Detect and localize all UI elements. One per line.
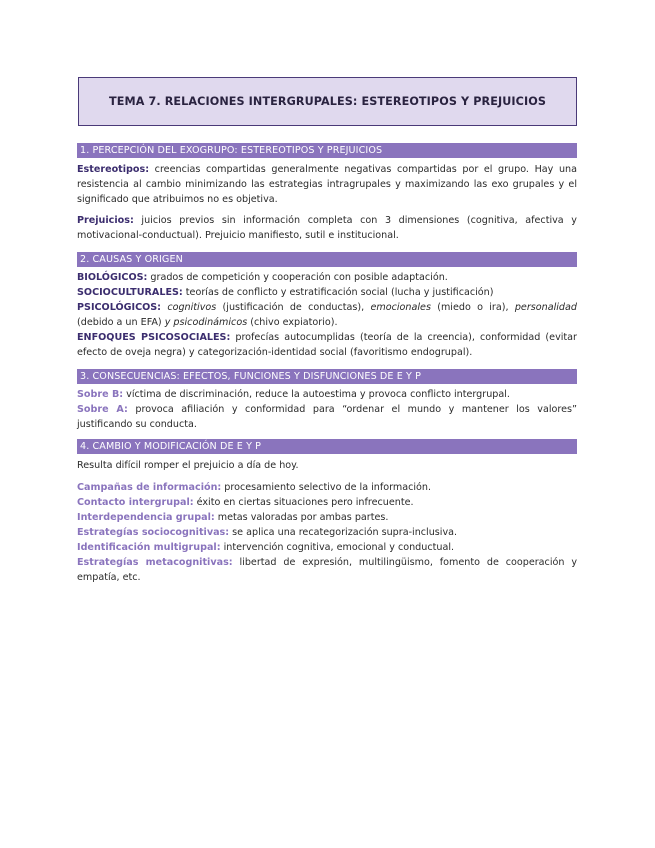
text-contacto: éxito en ciertas situaciones pero infrecuente. [193,497,414,508]
term-sociocognitivas: Estrategías sociocognitivas: [77,527,230,538]
paragraph-sobre-a [77,402,577,432]
text-campanas: procesamiento selectivo de la información. [221,482,432,493]
term-estereotipos: Estereotipos: [77,164,150,175]
term-metacognitivas: Estrategías metacognitivas: [77,557,233,568]
term-enfoques: ENFOQUES PSICOSOCIALES: [77,332,231,343]
text-metacognitivas: libertad de expresión, multilingüismo, fomento de cooperación y empatía, etc. [77,557,577,583]
term-socioculturales: SOCIOCULTURALES: [77,287,183,298]
text-interdependencia: metas valoradas por ambas partes. [214,512,389,523]
term-multigrupal: Identificación multigrupal: [77,542,221,553]
text-sobre-a: provoca afiliación y conformidad para “ordenar el mundo y mantener los valores” justificando su conducta. [77,404,577,430]
term-contacto: Contacto intergrupal: [77,497,194,508]
paragraph-prejuicios [77,213,577,243]
text-psicodinamicos: y psicodinámicos [164,317,248,328]
term-biologicos: BIOLÓGICOS: [77,272,148,283]
text-biologicos: grados de competición y cooperación con posible adaptación. [147,272,448,283]
term-prejuicios: Prejuicios: [77,215,134,226]
text-socioculturales: teorías de conflicto y estratificación social (lucha y justificación) [182,287,494,298]
list-item [77,555,577,585]
text-sobre-b: víctima de discriminación, reduce la autoestima y provoca conflicto intergrupal. [123,389,510,400]
paragraph-intro: Resulta difícil romper el prejuicio a día de hoy. [77,460,299,471]
title-box [78,77,577,126]
text-multigrupal: intervención cognitiva, emocional y conductual. [220,542,455,553]
section-heading-3: 3. CONSECUENCIAS: EFECTOS, FUNCIONES Y DISFUNCIONES DE E Y P [77,369,577,384]
list-item [77,480,577,495]
section-heading-1: 1. PERCEPCIÓN DEL EXOGRUPO: ESTEREOTIPOS Y PREJUICIOS [77,143,577,158]
list-item [77,495,577,510]
text-prejuicios: juicios previos sin información completa con 3 dimensiones (cognitiva, afectiva y motivacional-conductual). Prejuicio manifiesto, sutil e institucional. [77,215,577,241]
term-interdependencia: Interdependencia grupal: [77,512,215,523]
text-emocionales: emocionales [370,302,431,313]
paragraph-sobre-b [77,387,577,402]
text-psico-1: (justificación de conductas), [216,302,371,313]
text-enfoques: profecías autocumplidas (teoría de la creencia), conformidad (evitar efecto de oveja negra) y categorización-identidad social (favoritismo endogrupal). [77,332,577,358]
list-item [77,540,577,555]
text-estereotipos: creencias compartidas generalmente negativas compartidas por el grupo. Hay una resistencia al cambio minimizando las estrategias intragrupales y maximizando las exo grupales y el significado que atribuimos no es objetiva. [77,164,577,205]
list-item [77,510,577,525]
paragraph-socioculturales [77,285,577,300]
paragraph-estereotipos [77,162,577,207]
section-heading-4: 4. CAMBIO Y MODIFICACIÓN DE E Y P [77,439,577,454]
paragraph-psicologicos [77,300,577,330]
text-cognitivos: cognitivos [167,302,217,313]
term-psicologicos: PSICOLÓGICOS: [77,302,162,313]
section-heading-2: 2. CAUSAS Y ORIGEN [77,252,577,267]
term-sobre-a: Sobre A: [77,404,128,415]
text-psico-4: (chivo expiatorio). [247,317,338,328]
term-campanas: Campañas de información: [77,482,222,493]
text-personalidad: personalidad [514,302,577,313]
paragraph-biologicos [77,270,577,285]
list-item [77,525,577,540]
page-title: TEMA 7. RELACIONES INTERGRUPALES: ESTEREOTIPOS Y PREJUICIOS [109,95,546,108]
text-psico-3: (debido a un EFA) [77,317,165,328]
text-psico-2: (miedo o ira), [430,302,515,313]
term-sobre-b: Sobre B: [77,389,124,400]
paragraph-enfoques [77,330,577,360]
text-sociocognitivas: se aplica una recategorización supra-inclusiva. [229,527,458,538]
